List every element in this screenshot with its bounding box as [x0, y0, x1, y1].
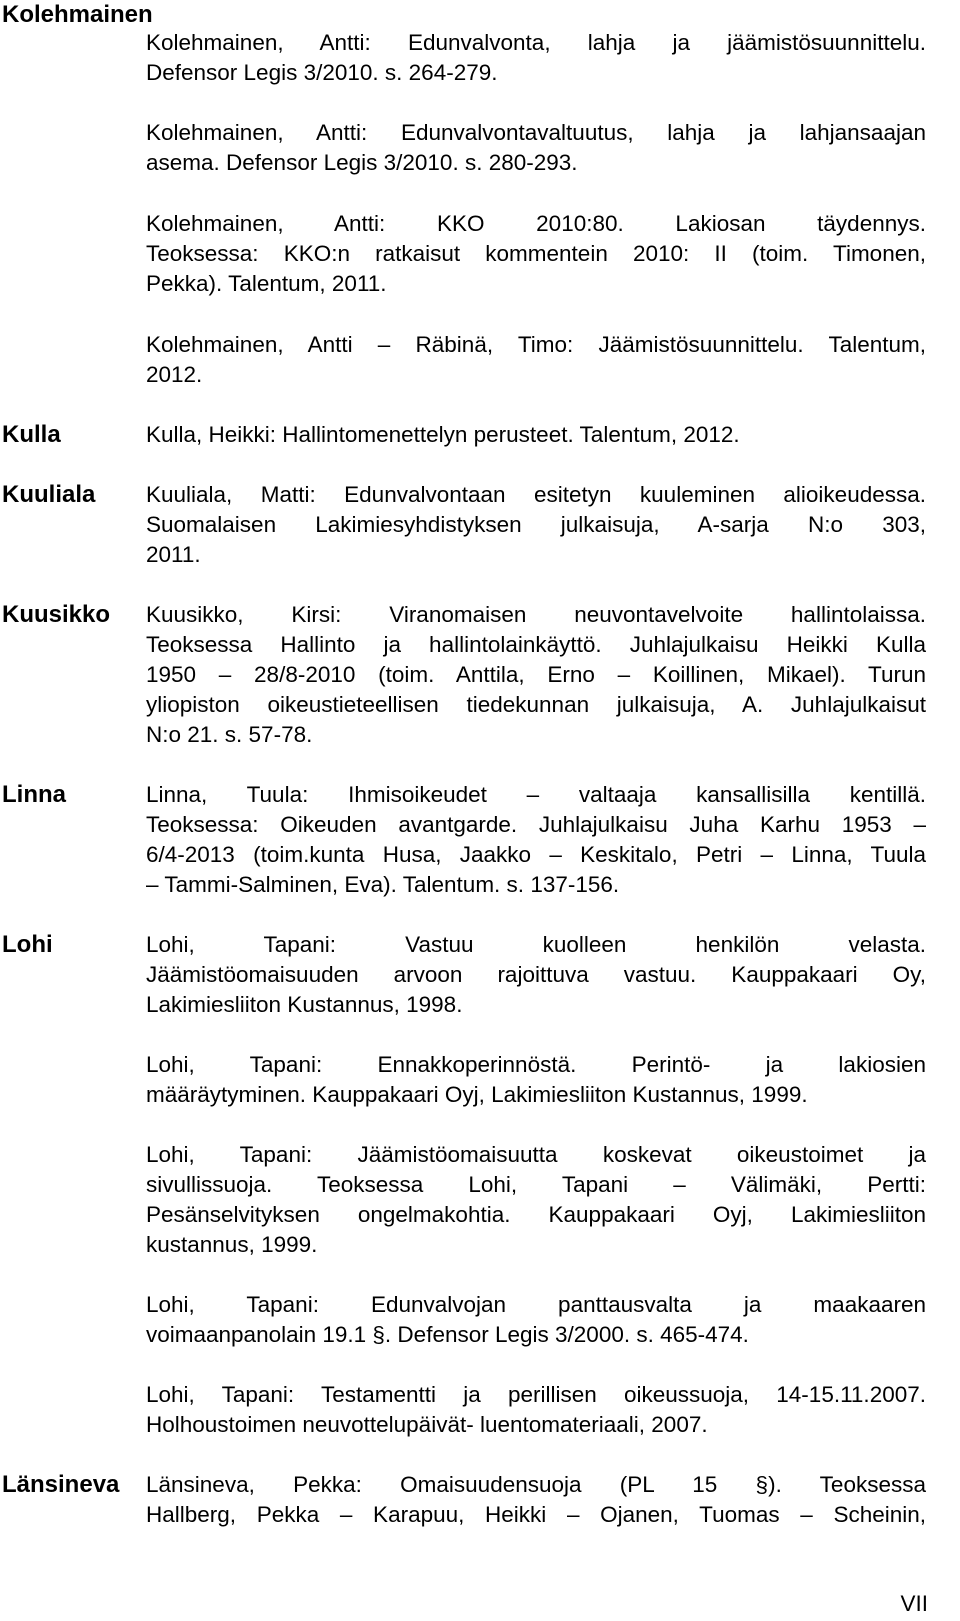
entry-line: 1950 – 28/8-2010 (toim. Anttila, Erno – Koillinen, Mikael). Turun — [146, 662, 926, 687]
entry-line: Lohi, Tapani: Ennakkoperinnöstä. Perintö- ja lakiosien — [146, 1052, 926, 1077]
author-key-kolehmainen: Kolehmainen — [2, 1, 153, 28]
entry-line: 2012. — [146, 362, 203, 387]
entry-line: Lakimiesliiton Kustannus, 1998. — [146, 992, 463, 1017]
entry-line: voimaanpanolain 19.1 §. Defensor Legis 3/2000. s. 465-474. — [146, 1322, 749, 1347]
bibliography-entry — [146, 1380, 926, 1440]
entry-line: yliopiston oikeustieteellisen tiedekunnan julkaisuja, A. Juhlajulkaisut — [146, 692, 926, 717]
entry-line: 2011. — [146, 542, 201, 567]
author-key-kuuliala: Kuuliala — [2, 481, 96, 508]
entry-line: Kolehmainen, Antti: Edunvalvonta, lahja ja jäämistösuunnittelu. — [146, 30, 926, 55]
bibliography-entry — [146, 330, 926, 390]
bibliography-entry — [146, 1290, 926, 1350]
entry-line: sivullissuoja. Teoksessa Lohi, Tapani – Välimäki, Pertti: — [146, 1172, 926, 1197]
entry-line: Kolehmainen, Antti – Räbinä, Timo: Jäämistösuunnittelu. Talentum, — [146, 332, 926, 357]
bibliography-entry — [146, 1140, 926, 1260]
entry-line: Pesänselvityksen ongelmakohtia. Kauppakaari Oyj, Lakimiesliiton — [146, 1202, 926, 1227]
author-key-lansineva: Länsineva — [2, 1471, 120, 1498]
page-number: VII — [900, 1591, 928, 1616]
bibliography-entry — [146, 1050, 926, 1110]
entry-line: Lohi, Tapani: Edunvalvojan panttausvalta ja maakaaren — [146, 1292, 926, 1317]
entry-line: Linna, Tuula: Ihmisoikeudet – valtaaja kansallisilla kentillä. — [146, 782, 926, 807]
bibliography-entry — [146, 420, 926, 450]
entry-line: Kolehmainen, Antti: Edunvalvontavaltuutus, lahja ja lahjansaajan — [146, 120, 926, 145]
bibliography-entry — [146, 780, 926, 900]
entry-line: Kuuliala, Matti: Edunvalvontaan esitetyn kuuleminen alioikeudessa. — [146, 482, 926, 507]
entry-line: Länsineva, Pekka: Omaisuudensuoja (PL 15 §). Teoksessa — [146, 1472, 926, 1497]
entry-line: Teoksessa: KKO:n ratkaisut kommentein 2010: II (toim. Timonen, — [146, 241, 926, 266]
entry-line: Teoksessa: Oikeuden avantgarde. Juhlajulkaisu Juha Karhu 1953 – — [146, 812, 926, 837]
entry-line: Teoksessa Hallinto ja hallintolainkäyttö. Juhlajulkaisu Heikki Kulla — [146, 632, 926, 657]
entry-line: Kolehmainen, Antti: KKO 2010:80. Lakiosan täydennys. — [146, 211, 926, 236]
entry-line: Lohi, Tapani: Testamentti ja perillisen oikeussuoja, 14-15.11.2007. — [146, 1382, 926, 1407]
entry-line: Kuusikko, Kirsi: Viranomaisen neuvontavelvoite hallintolaissa. — [146, 602, 926, 627]
bibliography-entry — [146, 1470, 926, 1530]
entry-line: Lohi, Tapani: Jäämistöomaisuutta koskevat oikeustoimet ja — [146, 1142, 926, 1167]
author-key-kulla: Kulla — [2, 421, 61, 448]
entry-line: Jäämistöomaisuuden arvoon rajoittuva vastuu. Kauppakaari Oy, — [146, 962, 926, 987]
entry-line: Holhoustoimen neuvottelupäivät- luentomateriaali, 2007. — [146, 1412, 708, 1437]
entry-line: määräytyminen. Kauppakaari Oyj, Lakimiesliiton Kustannus, 1999. — [146, 1082, 808, 1107]
entry-line: Lohi, Tapani: Vastuu kuolleen henkilön velasta. — [146, 932, 926, 957]
entry-line: 6/4-2013 (toim.kunta Husa, Jaakko – Keskitalo, Petri – Linna, Tuula — [146, 842, 926, 867]
entry-line: N:o 21. s. 57-78. — [146, 722, 313, 747]
bibliography-entry — [146, 600, 926, 750]
entry-line: asema. Defensor Legis 3/2010. s. 280-293. — [146, 150, 578, 175]
entry-line: Defensor Legis 3/2010. s. 264-279. — [146, 60, 498, 85]
bibliography-entry — [146, 28, 926, 88]
entry-line: Hallberg, Pekka – Karapuu, Heikki – Ojanen, Tuomas – Scheinin, — [146, 1502, 926, 1527]
entry-line: kustannus, 1999. — [146, 1232, 318, 1257]
author-key-linna: Linna — [2, 781, 66, 808]
author-key-kuusikko: Kuusikko — [2, 601, 111, 628]
entry-line: – Tammi-Salminen, Eva). Talentum. s. 137-156. — [146, 872, 620, 897]
entry-line: Pekka). Talentum, 2011. — [146, 271, 387, 296]
bibliography-entry — [146, 930, 926, 1020]
entry-line: Kulla, Heikki: Hallintomenettelyn perusteet. Talentum, 2012. — [146, 422, 740, 447]
bibliography-entry — [146, 480, 926, 570]
author-key-lohi: Lohi — [2, 931, 53, 958]
entry-line: Suomalaisen Lakimiesyhdistyksen julkaisuja, A-sarja N:o 303, — [146, 512, 926, 537]
bibliography-entry — [146, 209, 926, 299]
bibliography-entry — [146, 118, 926, 178]
